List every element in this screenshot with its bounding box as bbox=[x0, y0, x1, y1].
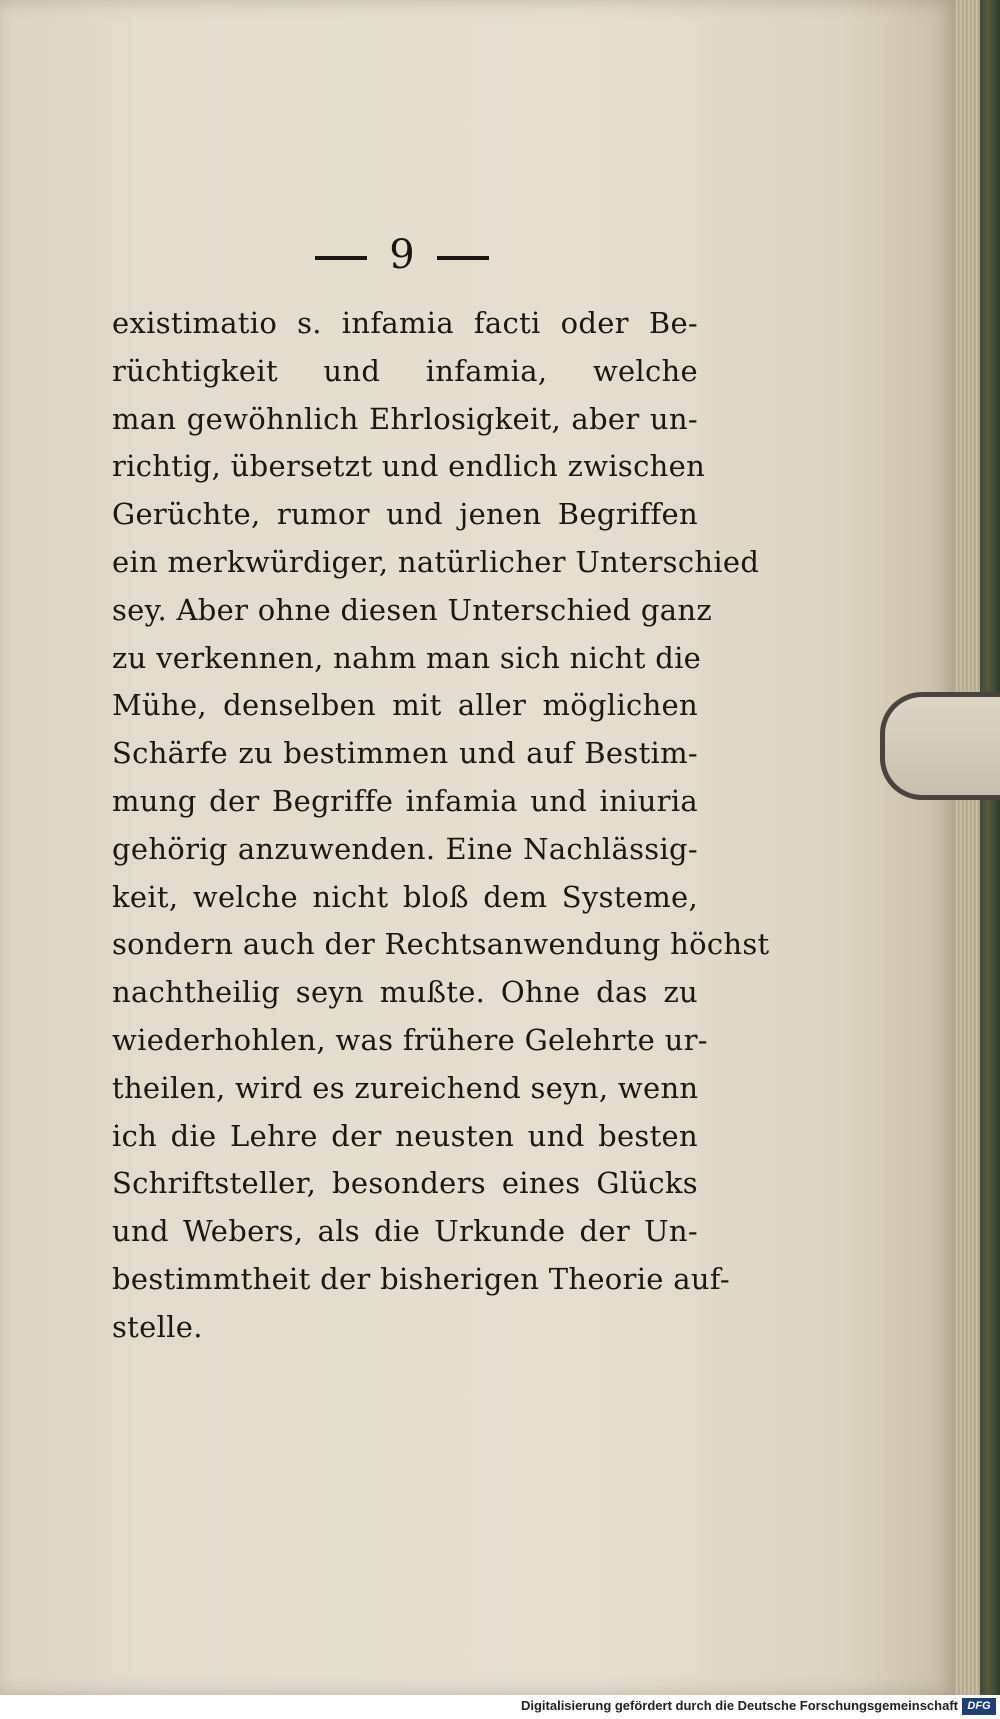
text-line: Schärfe zu bestimmen und auf Bestim- bbox=[112, 736, 698, 771]
text-line: sey. Aber ohne diesen Unterschied ganz bbox=[112, 592, 712, 627]
page-number bbox=[0, 232, 802, 278]
text-line: ich die Lehre der neusten und besten bbox=[112, 1118, 698, 1153]
text-line: gehörig anzuwenden. Eine Nachlässig- bbox=[112, 831, 698, 866]
text-line: sondern auch der Rechtsanwendung höchst bbox=[112, 927, 770, 962]
text-line: bestimmtheit der bisherigen Theorie auf- bbox=[112, 1261, 730, 1296]
text-line: und Webers, als die Urkunde der Un- bbox=[112, 1214, 698, 1249]
text-line: theilen, wird es zureichend seyn, wenn bbox=[112, 1070, 699, 1105]
body-text bbox=[112, 300, 770, 1352]
page-number-dash-right bbox=[437, 256, 489, 260]
text-line: nachtheilig seyn mußte. Ohne das zu bbox=[112, 975, 698, 1010]
text-line: existimatio s. infamia facti oder Be- bbox=[112, 306, 698, 340]
footer-credit: Digitalisierung gefördert durch die Deutsche Forschungsgemeinschaft bbox=[520, 1698, 958, 1713]
text-line: stelle. bbox=[112, 1309, 203, 1344]
clasp-ribbon bbox=[880, 692, 1000, 800]
book-binding bbox=[980, 0, 1000, 1695]
text-line: rüchtigkeit und infamia, welche bbox=[112, 353, 698, 388]
text-line: zu verkennen, nahm man sich nicht die bbox=[112, 640, 702, 675]
dfg-logo-icon: DFG bbox=[962, 1698, 996, 1715]
text-line: ein merkwürdiger, natürlicher Unterschied bbox=[112, 544, 760, 579]
text-line: keit, welche nicht bloß dem Systeme, bbox=[112, 879, 698, 914]
footer-bar bbox=[0, 1695, 1000, 1719]
page-number-dash-left bbox=[315, 256, 367, 260]
text-line: Mühe, denselben mit aller möglichen bbox=[112, 688, 698, 723]
text-line: richtig, übersetzt und endlich zwischen bbox=[112, 449, 706, 484]
text-line: man gewöhnlich Ehrlosigkeit, aber un- bbox=[112, 401, 698, 436]
page-edges bbox=[955, 0, 980, 1695]
text-line: mung der Begriffe infamia und iniuria bbox=[112, 783, 698, 818]
text-line: Gerüchte, rumor und jenen Begriffen bbox=[112, 497, 698, 532]
text-line: Schriftsteller, besonders eines Glücks bbox=[112, 1166, 698, 1201]
page-number-value: 9 bbox=[389, 232, 415, 278]
text-line: wiederhohlen, was frühere Gelehrte ur- bbox=[112, 1022, 708, 1057]
